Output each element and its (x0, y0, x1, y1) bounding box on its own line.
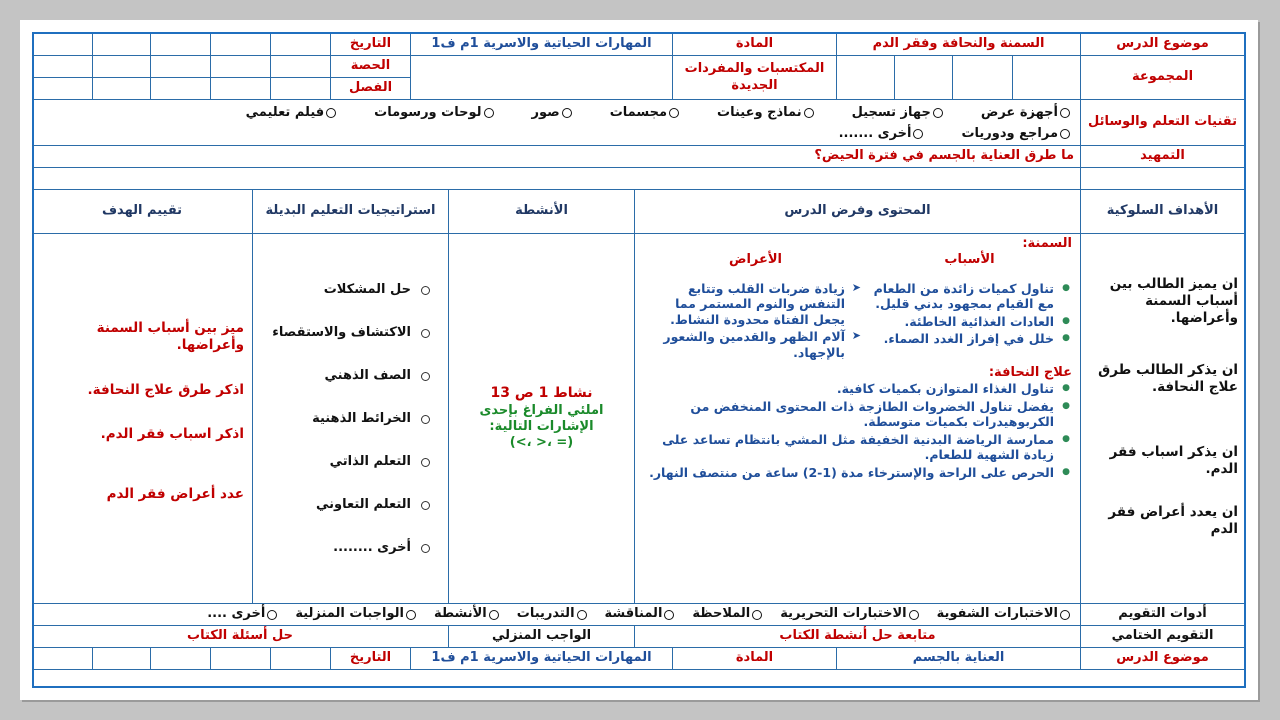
cause-item: ● تناول كميات زائدة من الطعام مع القيام بمجهود بدني قليل. (867, 281, 1054, 312)
eval-tools-options (32, 604, 1080, 626)
lesson-plan-table (32, 32, 1246, 688)
checkbox-option[interactable] (434, 606, 499, 622)
eval-tools-label: أدوات التقويم (1080, 604, 1244, 626)
strategy-item[interactable] (272, 398, 430, 441)
radio-circle-icon (664, 610, 674, 620)
footer-date-label: التاريخ (330, 648, 410, 670)
option-label: الواجبات المنزلية (295, 606, 404, 622)
thinness-list (639, 381, 1072, 481)
radio-circle-icon (1060, 108, 1070, 118)
symptoms-list (648, 281, 863, 361)
cause-item: ● العادات الغذائية الخاطئة. (867, 314, 1054, 330)
vocab-label: المكتسبات والمفردات الجديدة (672, 56, 836, 100)
class-cell[interactable] (210, 78, 270, 100)
radio-circle-icon (804, 108, 814, 118)
group-label: المجموعة (1080, 56, 1244, 100)
radio-circle-icon (1060, 610, 1070, 620)
class-label: الفصل (330, 78, 410, 100)
spacer-cell (32, 168, 1080, 190)
footer-date-cell[interactable] (210, 648, 270, 670)
thinness-item: ● تناول الغذاء المتوازن بكميات كافية. (639, 381, 1054, 397)
assessment-item: اذكر طرق علاج النحافة. (87, 382, 244, 398)
option-label: الاختبارات التحريرية (780, 606, 907, 622)
radio-circle-icon (933, 108, 943, 118)
option-label: مراجع ودوريات (961, 125, 1058, 141)
assessment-header: تقييم الهدف (32, 190, 252, 234)
checkbox-option[interactable] (605, 606, 675, 622)
radio-circle-icon (909, 610, 919, 620)
period-cell[interactable] (270, 56, 330, 78)
bullet-circle-icon (421, 544, 430, 553)
option-label: نماذج وعينات (717, 104, 802, 120)
option-label: مجسمات (609, 104, 668, 120)
strategy-label: أخرى ........ (333, 540, 411, 556)
checkbox-option[interactable] (961, 126, 1070, 142)
class-cell[interactable] (270, 78, 330, 100)
date-cell[interactable] (92, 34, 150, 56)
radio-circle-icon (577, 610, 587, 620)
activities-header: الأنشطة (448, 190, 634, 234)
activities-cell (448, 234, 634, 604)
objectives-cell (1080, 234, 1244, 604)
symptom-item: ➤ زيادة ضربات القلب وتتابع التنفس والنوم المستمر مما يجعل الفتاة محدودة النشاط. (648, 281, 845, 328)
radio-circle-icon (406, 610, 416, 620)
date-cell[interactable] (32, 34, 92, 56)
objective-item: ان يذكر الطالب طرق علاج النحافة. (1098, 362, 1238, 395)
subject-value: المهارات الحياتية والاسرية 1م ف1 (410, 34, 672, 56)
radio-circle-icon (1060, 129, 1070, 139)
checkbox-option[interactable] (295, 606, 416, 622)
content-cell (634, 234, 1080, 604)
checkbox-option[interactable] (532, 105, 572, 121)
objective-item: ان يذكر اسباب فقر الدم. (1109, 444, 1238, 477)
activity-signs: (= ،< ،>) (509, 435, 574, 451)
group-cell[interactable] (836, 56, 894, 100)
causes-title: الأسباب (944, 252, 995, 268)
obesity-title: السمنة: (1022, 236, 1072, 251)
option-label: الأنشطة (433, 606, 487, 622)
option-label: صور (531, 104, 560, 120)
assessment-item: ميز بين أسباب السمنة وأعراضها. (96, 320, 244, 353)
radio-circle-icon (752, 610, 762, 620)
tools-row-1 (32, 102, 1080, 124)
radio-circle-icon (913, 129, 923, 139)
date-cell[interactable] (270, 34, 330, 56)
group-cell[interactable] (1012, 56, 1080, 100)
footer-subject-label: المادة (672, 648, 836, 670)
bullet-circle-icon (421, 415, 430, 424)
strategy-label: الخرائط الذهنية (312, 411, 411, 427)
spacer-cell (1080, 168, 1244, 190)
class-cell[interactable] (150, 78, 210, 100)
radio-circle-icon (326, 108, 336, 118)
checkbox-option[interactable] (981, 105, 1070, 121)
thinness-item: ● ممارسة الرياضة البدنية الخفيفة مثل المشي بانتظام تساعد على زيادة الشهية للطعام. (639, 432, 1054, 463)
strategy-item[interactable] (272, 441, 430, 484)
objective-item: ان يميز الطالب بين أسباب السمنة وأعراضها. (1109, 276, 1238, 326)
strategy-label: حل المشكلات (323, 282, 411, 298)
footer-lesson-label: موضوع الدرس (1080, 648, 1244, 670)
period-cell[interactable] (32, 56, 92, 78)
thinness-title: علاج النحافة: (988, 364, 1072, 380)
checkbox-option[interactable] (207, 606, 277, 622)
footer-date-cell[interactable] (32, 648, 92, 670)
group-cell[interactable] (952, 56, 1012, 100)
symptoms-title: الأعراض (728, 252, 783, 268)
eval-tools-row (197, 606, 1080, 622)
date-cell[interactable] (150, 34, 210, 56)
strategies-list (272, 269, 430, 570)
final-value: متابعة حل أنشطة الكتاب (634, 626, 1080, 648)
tools-row-2 (32, 124, 1080, 144)
thinness-item: ● يفضل تناول الخضروات الطازجة ذات المحتوى المنخفض من الكربوهيدرات بكميات متوسطة. (639, 399, 1054, 430)
strategy-item[interactable] (272, 484, 430, 527)
radio-circle-icon (267, 610, 277, 620)
option-label: المناقشة (604, 606, 663, 622)
objectives-header: الأهداف السلوكية (1080, 190, 1244, 234)
option-label: الاختبارات الشفوية (936, 606, 1058, 622)
footer-subject-value: المهارات الحياتية والاسرية 1م ف1 (410, 648, 672, 670)
class-cell[interactable] (92, 78, 150, 100)
thinness-item: ● الحرص على الراحة والإسترخاء مدة (1-2) ساعة من منتصف النهار. (639, 465, 1054, 481)
group-cell[interactable] (894, 56, 952, 100)
tools-options (32, 100, 1080, 146)
footer-date-cell[interactable] (270, 648, 330, 670)
class-cell[interactable] (32, 78, 92, 100)
objective-item: ان يعدد أعراض فقر الدم (1108, 504, 1238, 537)
strategies-header: استراتيجيات التعليم البديلة (252, 190, 448, 234)
footer-date-cell[interactable] (150, 648, 210, 670)
period-cell[interactable] (210, 56, 270, 78)
homework-value: حل أسئلة الكتاب (32, 626, 448, 648)
radio-circle-icon (669, 108, 679, 118)
footer-lesson-value: العناية بالجسم (836, 648, 1080, 670)
subject-label: المادة (672, 34, 836, 56)
bullet-circle-icon (421, 501, 430, 510)
footer-date-cell[interactable] (92, 648, 150, 670)
cause-item: ● خلل في إفراز الغدد الصماء. (867, 331, 1054, 347)
content-header: المحتوى وفرض الدرس (634, 190, 1080, 234)
checkbox-option[interactable] (852, 105, 943, 121)
assessment-item: عدد أعراض فقر الدم (106, 486, 244, 502)
strategy-item[interactable] (272, 355, 430, 398)
assessment-item: اذكر اسباب فقر الدم. (100, 426, 244, 442)
lesson-label: موضوع الدرس (1080, 34, 1244, 56)
strategy-label: التعلم الذاتي (329, 454, 411, 470)
vocab-value[interactable] (410, 56, 672, 100)
checkbox-option[interactable] (517, 606, 587, 622)
strategies-cell (252, 234, 448, 604)
radio-circle-icon (484, 108, 494, 118)
checkbox-option[interactable] (780, 606, 918, 622)
intro-label: التمهيد (1080, 146, 1244, 168)
strategy-item[interactable] (272, 269, 430, 312)
checkbox-option[interactable] (246, 105, 337, 121)
page-frame (20, 20, 1258, 700)
lesson-value: السمنة والنحافة وفقر الدم (836, 34, 1080, 56)
option-label: أخرى ....... (838, 125, 912, 141)
checkbox-option[interactable] (374, 105, 493, 121)
checkbox-option[interactable] (839, 126, 924, 142)
strategy-label: الاكتشاف والاستقصاء (272, 325, 411, 341)
checkbox-option[interactable] (937, 606, 1070, 622)
strategy-label: الصف الذهني (324, 368, 411, 384)
period-label: الحصة (330, 56, 410, 78)
intro-question: ما طرق العناية بالجسم في فترة الحيض؟ (32, 146, 1080, 168)
strategy-item[interactable] (272, 312, 430, 355)
period-cell[interactable] (92, 56, 150, 78)
bullet-circle-icon (421, 372, 430, 381)
radio-circle-icon (489, 610, 499, 620)
option-label: فيلم تعليمي (245, 104, 325, 120)
option-label: أجهزة عرض (980, 104, 1058, 120)
activity-body: املئي الفراغ بإحدى الإشارات التالية: (479, 402, 604, 435)
tools-label: تقنيات التعلم والوسائل (1080, 100, 1244, 146)
homework-label: الواجب المنزلي (448, 626, 634, 648)
checkbox-option[interactable] (717, 105, 814, 121)
radio-circle-icon (562, 108, 572, 118)
option-label: أخرى .... (207, 606, 266, 622)
strategy-item[interactable] (272, 527, 430, 570)
option-label: الملاحظة (692, 606, 751, 622)
strategy-label: التعلم التعاوني (316, 497, 411, 513)
checkbox-option[interactable] (610, 105, 679, 121)
date-label: التاريخ (330, 34, 410, 56)
assessment-cell (32, 234, 252, 604)
causes-list (867, 281, 1072, 348)
activity-title: نشاط 1 ص 13 (490, 385, 593, 402)
option-label: جهاز تسجيل (851, 104, 931, 120)
bullet-circle-icon (421, 329, 430, 338)
bullet-circle-icon (421, 458, 430, 467)
checkbox-option[interactable] (692, 606, 762, 622)
date-cell[interactable] (210, 34, 270, 56)
symptom-item: ➤ آلام الظهر والقدمين والشعور بالإجهاد. (648, 329, 845, 360)
option-label: التدريبات (516, 606, 575, 622)
bullet-circle-icon (421, 286, 430, 295)
option-label: لوحات ورسومات (374, 104, 482, 120)
final-label: التقويم الختامي (1080, 626, 1244, 648)
period-cell[interactable] (150, 56, 210, 78)
